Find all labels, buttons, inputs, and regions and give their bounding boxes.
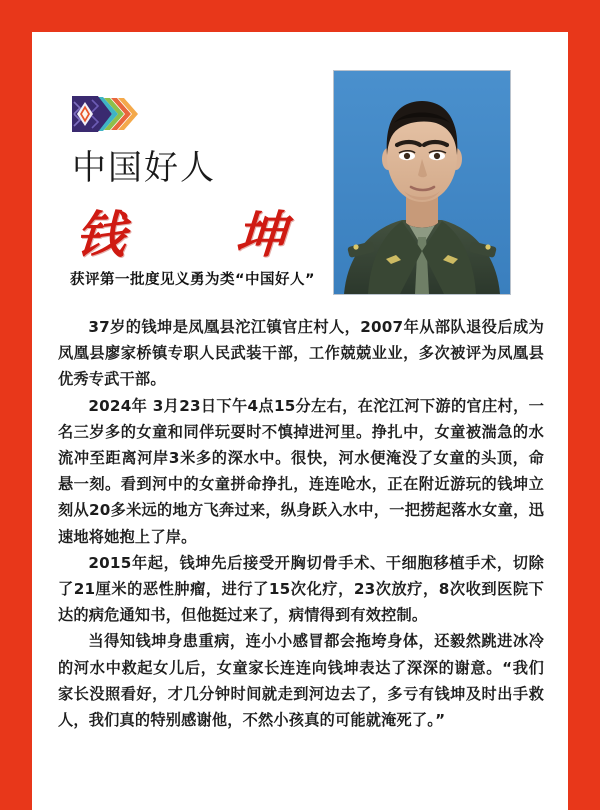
award-subtitle: 获评第一批度见义勇为类“中国好人” xyxy=(70,272,316,288)
ethnic-chevron-ornament xyxy=(72,94,144,134)
article-paragraph: 2015年起，钱坤先后接受开胸切骨手术、干细胞移植手术，切除了21厘米的恶性肿瘤，进行了15次化疗，23次放疗，8次收到医院下达的病危通知书，但他挺过来了，病情得到有效控制。 xyxy=(58,553,544,625)
person-name-calligraphy: 钱 坤 xyxy=(73,205,319,264)
portrait-photo xyxy=(333,70,511,295)
poster-paper xyxy=(32,32,568,810)
poster-header xyxy=(32,32,568,300)
article-paragraph: 当得知钱坤身患重病，连小小感冒都会拖垮身体，还毅然跳进冰冷的河水中救起女儿后，女童家长连连向钱坤表达了深深的谢意。“我们家长没照看好，才几分钟时间就走到河边去了，多亏有钱坤及时出手救人，我们真的特别感谢他，不然小孩真的可能就淹死了。” xyxy=(58,632,544,730)
article-paragraph: 37岁的钱坤是凤凰县沱江镇官庄村人，2007年从部队退役后成为凤凰县廖家桥镇专职人民武装干部，工作兢兢业业，多次被评为凤凰县优秀专武干部。 xyxy=(58,318,544,389)
article-paragraph: 2024年 3月23日下午4点15分左右，在沱江河下游的官庄村，一名三岁多的女童和同伴玩耍时不慎掉进河里。挣扎中，女童被湍急的水流冲至距离河岸3米多的深水中。很快，河水便淹没了女童的头顶，命悬一刻。看到河中的女童拼命挣扎，连连呛水，正在附近游玩的钱坤立刻从20多米远的地方飞奔过来，纵身跃入水中，一把捞起落水女童，迅速地将她抱上了岸。 xyxy=(58,396,544,546)
page-title: 中国好人 xyxy=(72,148,216,188)
article-body xyxy=(58,314,544,733)
